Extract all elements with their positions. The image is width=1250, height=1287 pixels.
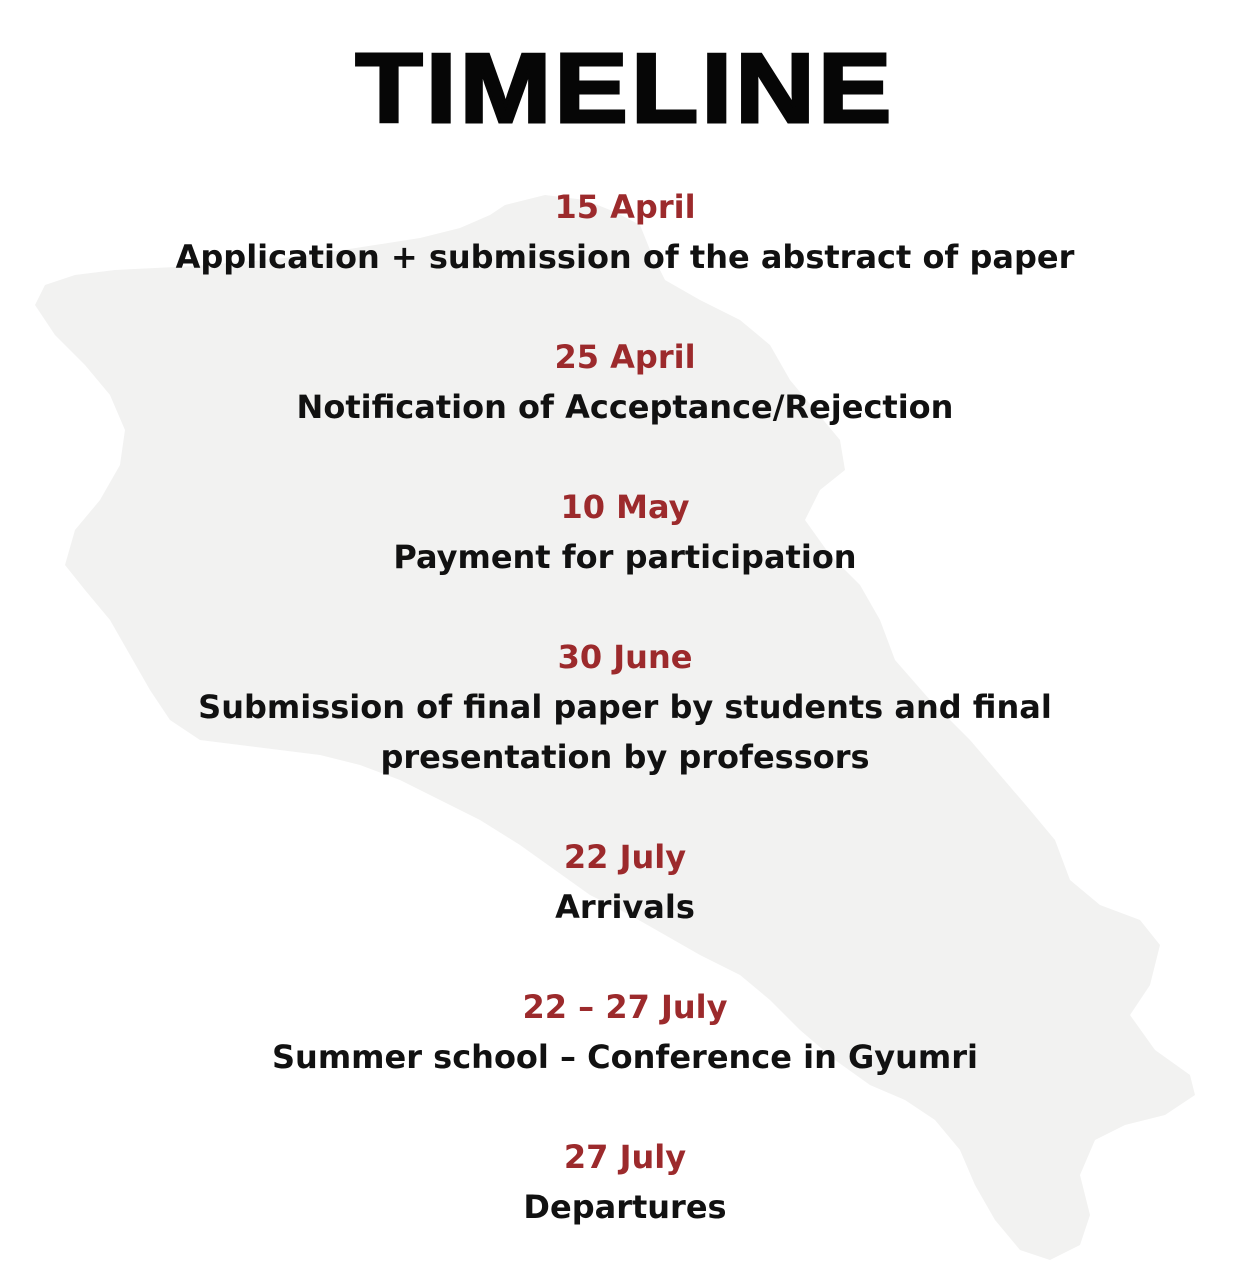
timeline-event [0, 1132, 1250, 1232]
event-date: 27 July [563, 1138, 687, 1176]
event-date: 25 April [554, 338, 696, 376]
timeline-event [0, 982, 1250, 1082]
event-date: 15 April [554, 188, 696, 226]
event-description: Departures [523, 1188, 727, 1226]
timeline-event [0, 832, 1250, 932]
timeline-list [0, 182, 1250, 1232]
timeline-event [0, 182, 1250, 282]
event-description: Arrivals [555, 888, 695, 926]
event-description: Summer school – Conference in Gyumri [272, 1038, 978, 1076]
timeline-event [0, 632, 1250, 782]
event-date: 22 – 27 July [522, 988, 728, 1026]
page-title: TIMELINE [355, 33, 895, 143]
event-description: Notification of Acceptance/Rejection [296, 388, 954, 426]
event-description: Application + submission of the abstract of paper [175, 238, 1075, 276]
event-date: 22 July [563, 838, 687, 876]
event-description: Payment for participation [393, 538, 857, 576]
event-date: 10 May [560, 488, 690, 526]
event-description: Submission of final paper by students and final presentation by professors [198, 688, 1052, 776]
event-date: 30 June [557, 638, 693, 676]
timeline-event [0, 332, 1250, 432]
timeline-event [0, 482, 1250, 582]
